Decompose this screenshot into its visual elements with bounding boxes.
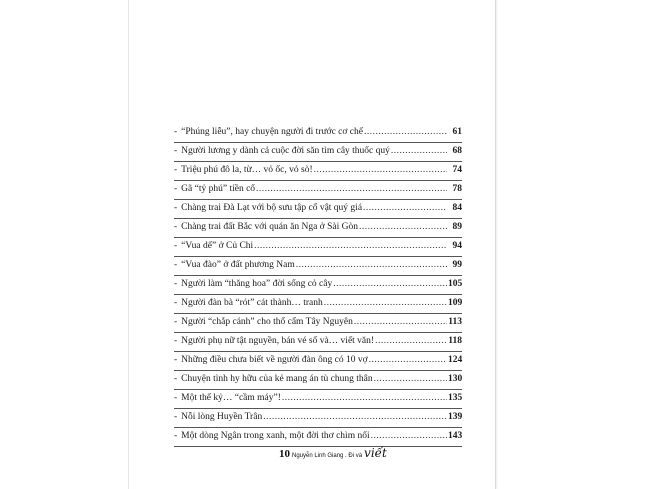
toc-entry-page: 109 <box>448 298 463 308</box>
toc-entry <box>174 409 462 428</box>
footer-page-number: 10 <box>279 448 290 460</box>
toc-dash: - <box>174 355 178 365</box>
toc-entry-page: 130 <box>448 374 463 384</box>
toc-entry-title: Triệu phú đô la, từ… vỏ ốc, vỏ sò! <box>181 165 313 175</box>
toc-entry-page: 89 <box>452 222 462 232</box>
toc-leader-dots <box>375 336 447 346</box>
table-of-contents <box>174 124 462 447</box>
toc-entry-title: Gã “tỷ phú” tiền cổ <box>181 184 256 194</box>
toc-leader-dots <box>363 203 447 213</box>
toc-entry <box>174 295 462 314</box>
toc-entry <box>174 238 462 257</box>
footer-author-text: Nguyễn Linh Giang . Đi và <box>292 453 363 459</box>
toc-dash: - <box>174 146 178 156</box>
toc-entry-page: 99 <box>452 260 462 270</box>
toc-entry-title: Chàng trai Đà Lạt với bộ sưu tập cổ vật quý giá <box>181 203 363 213</box>
toc-dash: - <box>174 260 178 270</box>
toc-dash: - <box>174 279 178 289</box>
toc-leader-dots <box>364 127 447 137</box>
toc-entry <box>174 200 462 219</box>
toc-entry-title: Người đàn bà “rót” cát thành… tranh <box>181 298 323 308</box>
toc-entry-title: “Phúng liễu”, hay chuyện người đi trước cơ chế <box>181 127 363 137</box>
toc-entry <box>174 428 462 447</box>
toc-entry-title: Người làm “thăng hoa” đời sống cỏ cây <box>181 279 333 289</box>
toc-entry-page: 94 <box>452 241 462 251</box>
toc-entry-title: Người “chắp cánh” cho thổ cẩm Tây Nguyên <box>181 317 353 327</box>
toc-leader-dots <box>324 298 447 308</box>
toc-leader-dots <box>359 222 447 232</box>
toc-leader-dots <box>314 165 447 175</box>
toc-dash: - <box>174 241 178 251</box>
toc-leader-dots <box>369 355 447 365</box>
toc-entry-page: 61 <box>452 127 462 137</box>
toc-entry <box>174 143 462 162</box>
toc-entry-page: 139 <box>448 412 463 422</box>
toc-dash: - <box>174 127 178 137</box>
toc-entry <box>174 314 462 333</box>
toc-dash: - <box>174 222 178 232</box>
toc-leader-dots <box>256 184 447 194</box>
toc-entry-title: Một dòng Ngân trong xanh, một đời thơ chìm nổi <box>181 431 370 441</box>
toc-entry-title: Nỗi lòng Huyền Trân <box>181 412 263 422</box>
toc-entry-page: 84 <box>452 203 462 213</box>
toc-entry <box>174 371 462 390</box>
toc-entry-page: 74 <box>452 165 462 175</box>
toc-leader-dots <box>254 241 447 251</box>
toc-entry-page: 124 <box>448 355 463 365</box>
toc-entry <box>174 124 462 143</box>
toc-leader-dots <box>282 393 447 403</box>
toc-dash: - <box>174 317 178 327</box>
toc-entry-title: “Vua đào” ở đất phương Nam <box>181 260 295 270</box>
toc-leader-dots <box>333 279 447 289</box>
toc-leader-dots <box>391 146 447 156</box>
toc-entry <box>174 276 462 295</box>
toc-dash: - <box>174 336 178 346</box>
toc-dash: - <box>174 412 178 422</box>
toc-entry-title: Người lương y dành cả cuộc đời săn tìm cây thuốc quý <box>181 146 390 156</box>
toc-entry <box>174 162 462 181</box>
toc-entry-page: 118 <box>448 336 462 346</box>
toc-entry <box>174 352 462 371</box>
toc-entry-title: “Vua dế” ở Củ Chi <box>181 241 254 251</box>
toc-entry-page: 68 <box>452 146 462 156</box>
toc-dash: - <box>174 165 178 175</box>
toc-entry-page: 113 <box>448 317 462 327</box>
toc-entry <box>174 257 462 276</box>
footer-signature: viết <box>364 446 387 460</box>
toc-entry-page: 135 <box>448 393 463 403</box>
toc-entry <box>174 181 462 200</box>
toc-dash: - <box>174 203 178 213</box>
toc-leader-dots <box>354 317 447 327</box>
toc-entry-title: Chàng trai đất Bắc với quán ăn Nga ở Sài Gòn <box>181 222 358 232</box>
toc-dash: - <box>174 431 178 441</box>
toc-dash: - <box>174 374 178 384</box>
toc-dash: - <box>174 184 178 194</box>
toc-entry-title: Người phụ nữ tật nguyền, bán vé số và… viết văn! <box>181 336 375 346</box>
toc-entry-title: Một thế kỷ… “cầm máy”! <box>181 393 281 403</box>
toc-dash: - <box>174 298 178 308</box>
toc-entry-page: 105 <box>448 279 463 289</box>
toc-leader-dots <box>296 260 447 270</box>
toc-entry <box>174 390 462 409</box>
toc-entry-page: 78 <box>452 184 462 194</box>
toc-entry-title: Những điều chưa biết về người đàn ông có 10 vợ <box>181 355 368 365</box>
toc-entry-page: 143 <box>448 431 463 441</box>
page-footer <box>279 446 387 460</box>
toc-dash: - <box>174 393 178 403</box>
toc-entry <box>174 219 462 238</box>
toc-leader-dots <box>374 374 447 384</box>
toc-leader-dots <box>263 412 447 422</box>
toc-entry <box>174 333 462 352</box>
toc-leader-dots <box>371 431 447 441</box>
toc-entry-title: Chuyện tình hy hữu của kẻ mang án tù chung thân <box>181 374 373 384</box>
